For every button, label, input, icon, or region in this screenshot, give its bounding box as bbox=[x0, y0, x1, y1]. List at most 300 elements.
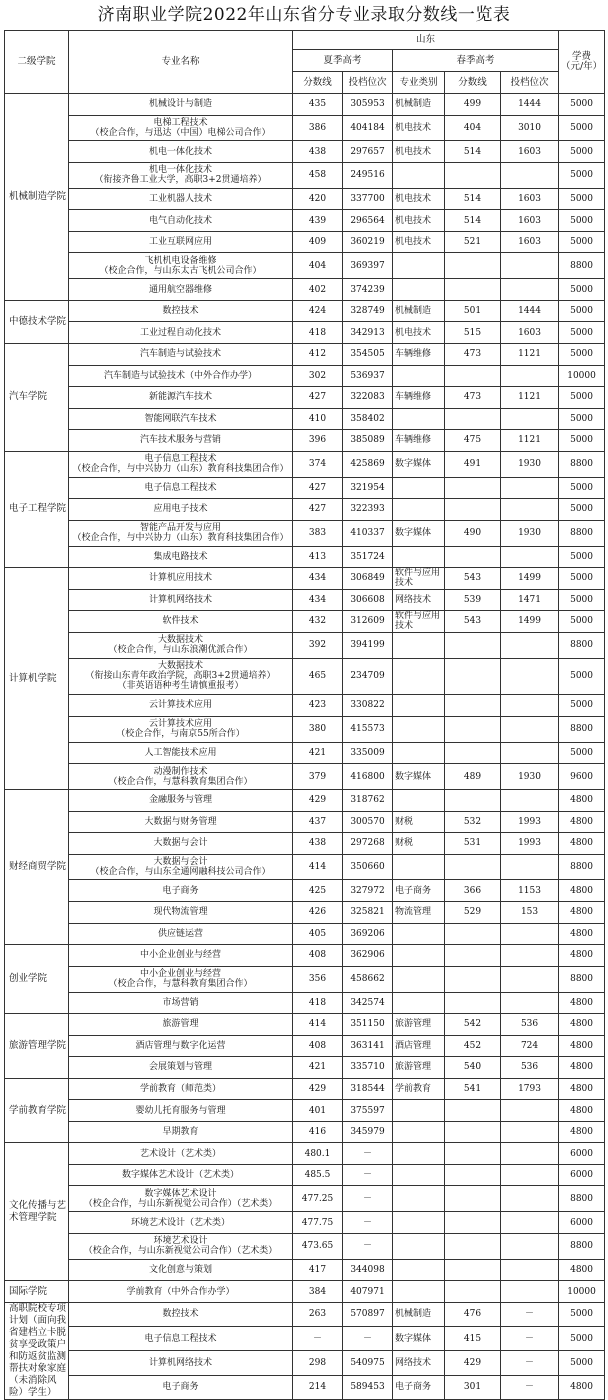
spring-score bbox=[445, 1233, 501, 1259]
summer-rank: 362906 bbox=[343, 945, 393, 967]
spring-rank: 1499 bbox=[501, 611, 559, 633]
table-row bbox=[5, 658, 605, 695]
summer-rank: 375597 bbox=[343, 1100, 393, 1122]
major-name: 计算机应用技术 bbox=[69, 568, 293, 590]
summer-rank: 540975 bbox=[343, 1351, 393, 1375]
table-row bbox=[5, 210, 605, 232]
summer-rank: 325821 bbox=[343, 902, 393, 924]
spring-category: 机电技术 bbox=[393, 231, 445, 253]
table-row bbox=[5, 300, 605, 322]
table-row bbox=[5, 1281, 605, 1303]
spring-score bbox=[445, 477, 501, 499]
major-name: 环境艺术设计（艺术类） bbox=[69, 1212, 293, 1234]
major-name: 数控技术 bbox=[69, 300, 293, 322]
major-name: 大数据与会计 （校企合作，与山东全通网融科技公司合作） bbox=[69, 854, 293, 880]
spring-category bbox=[393, 1259, 445, 1281]
table-row bbox=[5, 1143, 605, 1165]
spring-category: 机电技术 bbox=[393, 115, 445, 141]
table-row bbox=[5, 279, 605, 301]
major-name: 现代物流管理 bbox=[69, 902, 293, 924]
major-name: 学前教育（中外合作办学） bbox=[69, 1281, 293, 1303]
admission-score-table bbox=[4, 30, 605, 1400]
tuition-fee: 4800 bbox=[559, 1121, 605, 1143]
spring-rank: 1603 bbox=[501, 231, 559, 253]
college-name: 汽车学院 bbox=[5, 343, 69, 451]
spring-score bbox=[445, 966, 501, 992]
spring-score: 489 bbox=[445, 764, 501, 790]
summer-score: 473.65 bbox=[293, 1233, 343, 1259]
spring-category: 网络技术 bbox=[393, 1351, 445, 1375]
summer-score: 480.1 bbox=[293, 1143, 343, 1165]
summer-rank: 322083 bbox=[343, 387, 393, 409]
table-row bbox=[5, 611, 605, 633]
table-row bbox=[5, 141, 605, 163]
tuition-fee: 10000 bbox=[559, 365, 605, 387]
tuition-fee: 10000 bbox=[559, 1281, 605, 1303]
spring-category: 酒店管理 bbox=[393, 1035, 445, 1057]
tuition-fee: 5000 bbox=[559, 343, 605, 365]
summer-rank: 536937 bbox=[343, 365, 393, 387]
major-name: 旅游管理 bbox=[69, 1014, 293, 1036]
spring-category bbox=[393, 365, 445, 387]
major-name: 电子信息工程技术 bbox=[69, 477, 293, 499]
summer-rank: 305953 bbox=[343, 94, 393, 116]
header-summer-score: 分数线 bbox=[293, 72, 343, 94]
tuition-fee: 5000 bbox=[559, 94, 605, 116]
tuition-fee: 5000 bbox=[559, 162, 605, 188]
spring-score: 475 bbox=[445, 430, 501, 452]
tuition-fee: 6000 bbox=[559, 1212, 605, 1234]
table-row bbox=[5, 789, 605, 811]
tuition-fee: 5000 bbox=[559, 1327, 605, 1351]
table-row bbox=[5, 162, 605, 188]
summer-score: 425 bbox=[293, 880, 343, 902]
summer-rank: － bbox=[343, 1143, 393, 1165]
summer-score: － bbox=[293, 1327, 343, 1351]
major-name: 大数据技术 （校企合作，与山东浪潮优派合作） bbox=[69, 632, 293, 658]
spring-category: 学前教育 bbox=[393, 1078, 445, 1100]
spring-category bbox=[393, 1164, 445, 1186]
table-row bbox=[5, 1186, 605, 1212]
spring-category bbox=[393, 742, 445, 764]
spring-category: 财税 bbox=[393, 811, 445, 833]
spring-rank: － bbox=[501, 1327, 559, 1351]
spring-rank: 3010 bbox=[501, 115, 559, 141]
summer-rank: 407971 bbox=[343, 1281, 393, 1303]
summer-rank: 335710 bbox=[343, 1057, 393, 1079]
table-row bbox=[5, 1100, 605, 1122]
summer-score: 434 bbox=[293, 568, 343, 590]
major-name: 大数据与会计 bbox=[69, 833, 293, 855]
spring-score: 529 bbox=[445, 902, 501, 924]
spring-category: 旅游管理 bbox=[393, 1057, 445, 1079]
summer-rank: 415573 bbox=[343, 716, 393, 742]
spring-score bbox=[445, 992, 501, 1014]
table-row bbox=[5, 1035, 605, 1057]
spring-score: 539 bbox=[445, 589, 501, 611]
table-row bbox=[5, 1259, 605, 1281]
spring-rank: 1121 bbox=[501, 430, 559, 452]
spring-score bbox=[445, 945, 501, 967]
summer-score: 374 bbox=[293, 451, 343, 477]
spring-score: 515 bbox=[445, 322, 501, 344]
spring-score bbox=[445, 279, 501, 301]
table-row bbox=[5, 742, 605, 764]
table-row bbox=[5, 322, 605, 344]
spring-rank: 536 bbox=[501, 1057, 559, 1079]
major-name: 电梯工程技术 （校企合作，与迅达（中国）电梯公司合作） bbox=[69, 115, 293, 141]
table-row bbox=[5, 833, 605, 855]
major-name: 机械设计与制造 bbox=[69, 94, 293, 116]
summer-rank: 318762 bbox=[343, 789, 393, 811]
spring-rank bbox=[501, 945, 559, 967]
college-name: 旅游管理学院 bbox=[5, 1014, 69, 1079]
summer-score: 438 bbox=[293, 833, 343, 855]
table-row bbox=[5, 716, 605, 742]
tuition-fee: 8800 bbox=[559, 1233, 605, 1259]
header-spring-score: 分数线 bbox=[445, 72, 501, 94]
spring-score: 366 bbox=[445, 880, 501, 902]
major-name: 软件技术 bbox=[69, 611, 293, 633]
major-name: 学前教育（师范类） bbox=[69, 1078, 293, 1100]
college-name: 计算机学院 bbox=[5, 568, 69, 790]
spring-score: 415 bbox=[445, 1327, 501, 1351]
spring-score: 452 bbox=[445, 1035, 501, 1057]
spring-score: 491 bbox=[445, 451, 501, 477]
spring-rank: 1603 bbox=[501, 322, 559, 344]
summer-score: 426 bbox=[293, 902, 343, 924]
major-name: 电气自动化技术 bbox=[69, 210, 293, 232]
spring-rank: 1993 bbox=[501, 811, 559, 833]
major-name: 金融服务与管理 bbox=[69, 789, 293, 811]
spring-rank: 1603 bbox=[501, 141, 559, 163]
spring-rank: 1793 bbox=[501, 1078, 559, 1100]
tuition-fee: 4800 bbox=[559, 1014, 605, 1036]
spring-category bbox=[393, 1100, 445, 1122]
major-name: 市场营销 bbox=[69, 992, 293, 1014]
spring-score: 514 bbox=[445, 141, 501, 163]
summer-rank: 330822 bbox=[343, 695, 393, 717]
spring-rank bbox=[501, 477, 559, 499]
spring-category bbox=[393, 854, 445, 880]
summer-score: 438 bbox=[293, 141, 343, 163]
major-name: 机电一体化技术 （衔接齐鲁工业大学，高职3+2贯通培养） bbox=[69, 162, 293, 188]
summer-score: 298 bbox=[293, 1351, 343, 1375]
tuition-fee: 5000 bbox=[559, 1302, 605, 1326]
summer-score: 420 bbox=[293, 188, 343, 210]
tuition-fee: 8800 bbox=[559, 632, 605, 658]
major-name: 新能源汽车技术 bbox=[69, 387, 293, 409]
spring-category bbox=[393, 253, 445, 279]
spring-score bbox=[445, 1143, 501, 1165]
tuition-fee: 9600 bbox=[559, 764, 605, 790]
summer-score: 408 bbox=[293, 945, 343, 967]
header-province: 山东 bbox=[293, 31, 559, 50]
spring-score: 543 bbox=[445, 568, 501, 590]
table-row bbox=[5, 589, 605, 611]
major-name: 数字媒体艺术设计（艺术类） bbox=[69, 1164, 293, 1186]
header-major: 专业名称 bbox=[69, 31, 293, 94]
spring-rank bbox=[501, 499, 559, 521]
tuition-fee: 5000 bbox=[559, 408, 605, 430]
spring-score bbox=[445, 1164, 501, 1186]
summer-rank: 363141 bbox=[343, 1035, 393, 1057]
major-name: 会展策划与管理 bbox=[69, 1057, 293, 1079]
summer-rank: 327972 bbox=[343, 880, 393, 902]
summer-score: 386 bbox=[293, 115, 343, 141]
summer-rank: 300570 bbox=[343, 811, 393, 833]
table-row bbox=[5, 1121, 605, 1143]
spring-category: 机械制造 bbox=[393, 1302, 445, 1326]
page-title: 济南职业学院2022年山东省分专业录取分数线一览表 bbox=[97, 5, 511, 25]
tuition-fee: 4800 bbox=[559, 1375, 605, 1399]
major-name: 中小企业创业与经营 （校企合作，与慧科教育集团合作） bbox=[69, 966, 293, 992]
spring-category: 软件与应用 技术 bbox=[393, 568, 445, 590]
spring-rank bbox=[501, 1233, 559, 1259]
spring-rank bbox=[501, 966, 559, 992]
spring-rank bbox=[501, 716, 559, 742]
summer-rank: 425869 bbox=[343, 451, 393, 477]
summer-score: 477.75 bbox=[293, 1212, 343, 1234]
spring-category: 数字媒体 bbox=[393, 1327, 445, 1351]
spring-rank bbox=[501, 408, 559, 430]
spring-score bbox=[445, 162, 501, 188]
summer-rank: 312609 bbox=[343, 611, 393, 633]
major-name: 汽车制造与试验技术 bbox=[69, 343, 293, 365]
summer-score: 432 bbox=[293, 611, 343, 633]
major-name: 艺术设计（艺术类） bbox=[69, 1143, 293, 1165]
summer-score: 380 bbox=[293, 716, 343, 742]
tuition-fee: 8800 bbox=[559, 854, 605, 880]
summer-score: 401 bbox=[293, 1100, 343, 1122]
tuition-fee: 5000 bbox=[559, 499, 605, 521]
summer-score: 427 bbox=[293, 499, 343, 521]
spring-score bbox=[445, 923, 501, 945]
spring-category bbox=[393, 695, 445, 717]
spring-category: 数字媒体 bbox=[393, 520, 445, 546]
summer-score: 429 bbox=[293, 789, 343, 811]
spring-rank: 1153 bbox=[501, 880, 559, 902]
table-row bbox=[5, 1014, 605, 1036]
summer-score: 413 bbox=[293, 546, 343, 568]
college-name: 高职院校专项 计划（面向我 省建档立卡脱 贫享受政策户 和防返贫监测 帮扶对象家庭 （未消除风 险）学生） bbox=[5, 1302, 69, 1399]
spring-rank: 1930 bbox=[501, 451, 559, 477]
tuition-fee: 4800 bbox=[559, 1057, 605, 1079]
spring-score bbox=[445, 365, 501, 387]
table-row bbox=[5, 695, 605, 717]
spring-rank bbox=[501, 854, 559, 880]
summer-score: 465 bbox=[293, 658, 343, 695]
spring-category: 物流管理 bbox=[393, 902, 445, 924]
summer-score: 384 bbox=[293, 1281, 343, 1303]
spring-rank: 1499 bbox=[501, 568, 559, 590]
spring-score bbox=[445, 546, 501, 568]
table-row bbox=[5, 1375, 605, 1399]
table-row bbox=[5, 387, 605, 409]
summer-rank: 342913 bbox=[343, 322, 393, 344]
summer-score: 405 bbox=[293, 923, 343, 945]
spring-rank: 1444 bbox=[501, 94, 559, 116]
major-name: 动漫制作技术 （校企合作，与慧科教育集团合作） bbox=[69, 764, 293, 790]
summer-rank: 234709 bbox=[343, 658, 393, 695]
table-row bbox=[5, 764, 605, 790]
spring-category: 机电技术 bbox=[393, 210, 445, 232]
major-name: 工业过程自动化技术 bbox=[69, 322, 293, 344]
table-row bbox=[5, 902, 605, 924]
spring-rank bbox=[501, 658, 559, 695]
major-name: 中小企业创业与经营 bbox=[69, 945, 293, 967]
header-fee: 学费 （元/年） bbox=[559, 31, 605, 94]
summer-score: 302 bbox=[293, 365, 343, 387]
spring-rank: 153 bbox=[501, 902, 559, 924]
spring-score: 501 bbox=[445, 300, 501, 322]
spring-rank bbox=[501, 632, 559, 658]
summer-rank: 404184 bbox=[343, 115, 393, 141]
spring-category bbox=[393, 992, 445, 1014]
spring-rank: 1471 bbox=[501, 589, 559, 611]
spring-score bbox=[445, 1259, 501, 1281]
spring-score: 532 bbox=[445, 811, 501, 833]
spring-score bbox=[445, 1186, 501, 1212]
summer-rank: 297657 bbox=[343, 141, 393, 163]
table-row bbox=[5, 811, 605, 833]
table-body bbox=[5, 94, 605, 1400]
spring-category bbox=[393, 923, 445, 945]
spring-score: 473 bbox=[445, 387, 501, 409]
tuition-fee: 4800 bbox=[559, 992, 605, 1014]
major-name: 智能产品开发与应用 （校企合作，与中兴协力（山东）教育科技集团合作） bbox=[69, 520, 293, 546]
table-row bbox=[5, 477, 605, 499]
summer-score: 427 bbox=[293, 387, 343, 409]
spring-score: 476 bbox=[445, 1302, 501, 1326]
header-college: 二级学院 bbox=[5, 31, 69, 94]
summer-score: 429 bbox=[293, 1078, 343, 1100]
summer-score: 485.5 bbox=[293, 1164, 343, 1186]
spring-score bbox=[445, 408, 501, 430]
spring-category bbox=[393, 632, 445, 658]
table-row bbox=[5, 632, 605, 658]
tuition-fee: 5000 bbox=[559, 231, 605, 253]
tuition-fee: 4800 bbox=[559, 880, 605, 902]
tuition-fee: 5000 bbox=[559, 546, 605, 568]
major-name: 云计算技术应用 bbox=[69, 695, 293, 717]
tuition-fee: 5000 bbox=[559, 141, 605, 163]
major-name: 工业机器人技术 bbox=[69, 188, 293, 210]
table-row bbox=[5, 231, 605, 253]
spring-category: 车辆维修 bbox=[393, 343, 445, 365]
summer-rank: 410337 bbox=[343, 520, 393, 546]
summer-score: 356 bbox=[293, 966, 343, 992]
header-summer-rank: 投档位次 bbox=[343, 72, 393, 94]
summer-rank: 358402 bbox=[343, 408, 393, 430]
spring-category: 机械制造 bbox=[393, 94, 445, 116]
spring-rank bbox=[501, 546, 559, 568]
spring-score: 404 bbox=[445, 115, 501, 141]
spring-score: 521 bbox=[445, 231, 501, 253]
spring-rank bbox=[501, 162, 559, 188]
summer-score: 379 bbox=[293, 764, 343, 790]
spring-category: 电子商务 bbox=[393, 1375, 445, 1399]
table-row bbox=[5, 1164, 605, 1186]
spring-rank: 1930 bbox=[501, 764, 559, 790]
spring-rank bbox=[501, 1259, 559, 1281]
spring-rank bbox=[501, 365, 559, 387]
spring-category: 机电技术 bbox=[393, 188, 445, 210]
summer-rank: 570897 bbox=[343, 1302, 393, 1326]
table-row bbox=[5, 499, 605, 521]
table-row bbox=[5, 430, 605, 452]
table-row bbox=[5, 1327, 605, 1351]
spring-category bbox=[393, 1186, 445, 1212]
header-spring-rank: 投档位次 bbox=[501, 72, 559, 94]
college-name: 创业学院 bbox=[5, 945, 69, 1014]
spring-score bbox=[445, 1121, 501, 1143]
table-row bbox=[5, 945, 605, 967]
summer-rank: 360219 bbox=[343, 231, 393, 253]
table-row bbox=[5, 1351, 605, 1375]
spring-category: 机电技术 bbox=[393, 322, 445, 344]
summer-score: 214 bbox=[293, 1375, 343, 1399]
spring-category: 旅游管理 bbox=[393, 1014, 445, 1036]
summer-score: 412 bbox=[293, 343, 343, 365]
tuition-fee: 5000 bbox=[559, 611, 605, 633]
spring-rank: 1121 bbox=[501, 387, 559, 409]
summer-rank: 351150 bbox=[343, 1014, 393, 1036]
tuition-fee: 4800 bbox=[559, 811, 605, 833]
major-name: 数控技术 bbox=[69, 1302, 293, 1326]
table-row bbox=[5, 1302, 605, 1326]
college-name: 电子工程学院 bbox=[5, 451, 69, 567]
table-row bbox=[5, 546, 605, 568]
spring-category bbox=[393, 499, 445, 521]
spring-rank: 724 bbox=[501, 1035, 559, 1057]
spring-score: 542 bbox=[445, 1014, 501, 1036]
spring-category bbox=[393, 716, 445, 742]
major-name: 应用电子技术 bbox=[69, 499, 293, 521]
tuition-fee: 8800 bbox=[559, 451, 605, 477]
summer-score: 421 bbox=[293, 1057, 343, 1079]
header-spring-category: 专业类别 bbox=[393, 72, 445, 94]
summer-rank: 249516 bbox=[343, 162, 393, 188]
major-name: 婴幼儿托育服务与管理 bbox=[69, 1100, 293, 1122]
spring-rank bbox=[501, 1212, 559, 1234]
spring-rank: 1121 bbox=[501, 343, 559, 365]
spring-score: 541 bbox=[445, 1078, 501, 1100]
summer-score: 421 bbox=[293, 742, 343, 764]
summer-rank: － bbox=[343, 1212, 393, 1234]
summer-rank: 297268 bbox=[343, 833, 393, 855]
spring-rank bbox=[501, 789, 559, 811]
summer-score: 404 bbox=[293, 253, 343, 279]
spring-rank bbox=[501, 992, 559, 1014]
tuition-fee: 5000 bbox=[559, 188, 605, 210]
tuition-fee: 8800 bbox=[559, 716, 605, 742]
header-summer: 夏季高考 bbox=[293, 50, 393, 72]
spring-rank: － bbox=[501, 1351, 559, 1375]
spring-score: 490 bbox=[445, 520, 501, 546]
spring-category bbox=[393, 1143, 445, 1165]
spring-score: 543 bbox=[445, 611, 501, 633]
summer-rank: 385089 bbox=[343, 430, 393, 452]
major-name: 供应链运营 bbox=[69, 923, 293, 945]
major-name: 电子信息工程技术 bbox=[69, 1327, 293, 1351]
spring-category bbox=[393, 1281, 445, 1303]
spring-score bbox=[445, 789, 501, 811]
spring-score: 473 bbox=[445, 343, 501, 365]
table-row bbox=[5, 1212, 605, 1234]
table-row bbox=[5, 115, 605, 141]
tuition-fee: 5000 bbox=[559, 430, 605, 452]
